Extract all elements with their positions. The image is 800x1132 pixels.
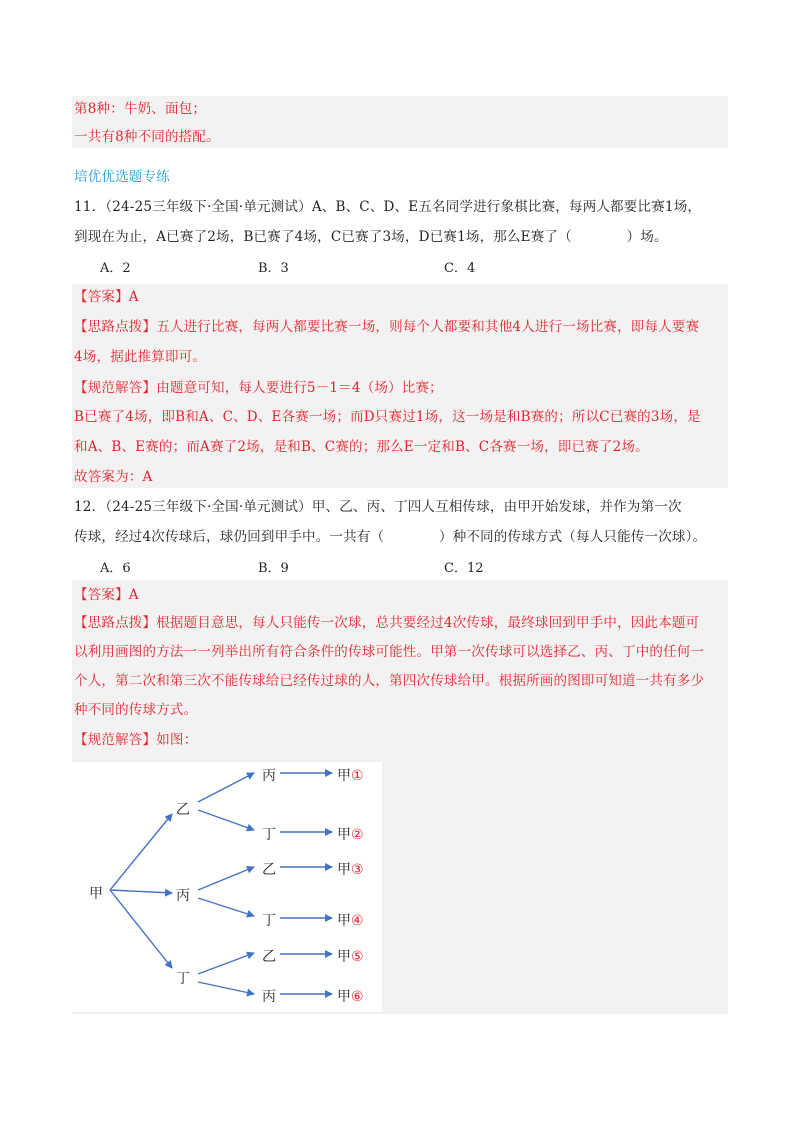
tree-level1-node: 丙: [176, 888, 190, 904]
tree-leaf-label: 甲: [337, 827, 351, 843]
hint-line: 以利用画图的方法一一列举出所有符合条件的传球可能性。甲第一次传球可以选择乙、丙、丁中的任何一: [74, 644, 705, 660]
option-b: B．9: [258, 561, 289, 576]
tree-level2-node: 丁: [262, 913, 276, 929]
tree-leaf: [337, 986, 364, 1006]
tree-arrow: [198, 773, 254, 802]
tree-leaf-number: ②: [351, 827, 364, 843]
option-a: A．2: [100, 261, 131, 276]
tree-leaf-label: 甲: [337, 862, 351, 878]
tree-level2-node: 乙: [262, 949, 276, 965]
tree-leaf: [337, 824, 364, 844]
tree-leaf-number: ④: [351, 913, 364, 929]
tree-root: 甲: [89, 886, 103, 902]
option-c: C．12: [444, 561, 484, 576]
hint-label: 【思路点拨】: [74, 319, 157, 335]
hint-text: 五人进行比赛，每两人都要比赛一场，则每个人都要和其他4人进行一场比赛，即每人要赛: [156, 319, 700, 335]
final-answer: 故答案为：A: [74, 469, 153, 485]
section-title: 培优优选题专练: [74, 169, 170, 185]
tree-level2-node: 丙: [262, 989, 276, 1005]
hint-line: 种不同的传球方式。: [74, 702, 198, 718]
option-a: A．6: [100, 561, 131, 576]
tree-leaf-label: 甲: [337, 949, 351, 965]
question-12-stem: 传球，经过4次传球后，球仍回到甲手中。一共有（ ）种不同的传球方式（每人只能传一次球）。: [74, 529, 707, 545]
solution-line: B已赛了4场，即B和A、C、D、E各赛一场；而D只赛过1场，这一场是和B赛的；所以C已赛的3场，是: [74, 409, 701, 425]
question-11-stem: 到现在为止，A已赛了2场，B已赛了4场，C已赛了3场，D已赛1场，那么E赛了（ ）场。: [74, 229, 668, 245]
tree-leaf: [337, 946, 364, 966]
option-c: C．4: [444, 261, 476, 276]
hint-line: 4场，据此推算即可。: [74, 349, 207, 365]
tree-arrow: [198, 898, 254, 916]
tree-level2-node: 丙: [262, 768, 276, 784]
tree-leaf: [337, 910, 364, 930]
hint-line: 个人，第二次和第三次不能传球给已经传过球的人，第四次传球给甲。根据所画的图即可知道一共有多少: [74, 673, 705, 689]
tree-arrow: [198, 982, 254, 994]
answer-line: 一共有8种不同的搭配。: [74, 129, 220, 145]
answer-line: 第8种：牛奶、面包；: [74, 101, 207, 117]
tree-arrow: [110, 890, 172, 893]
solution-label: 【规范解答】: [74, 732, 157, 748]
question-11-stem: 11．（24-25三年级下·全国·单元测试）A、B、C、D、E五名同学进行象棋比赛，每两人都要比赛1场，: [74, 199, 702, 215]
tree-arrows: [72, 762, 382, 1012]
solution-line: 和A、B、E赛的；而A赛了2场，是和B、C赛的；那么E一定和B、C各赛一场，即已赛了2场。: [74, 439, 649, 455]
tree-leaf-number: ①: [351, 768, 364, 784]
hint-label: 【思路点拨】: [74, 615, 157, 631]
question-12-stem: 12．（24-25三年级下·全国·单元测试）甲、乙、丙、丁四人互相传球，由甲开始发球，并作为第一次: [74, 499, 682, 515]
tree-leaf: [337, 859, 364, 879]
tree-arrow: [110, 890, 172, 968]
tree-leaf-number: ⑥: [351, 989, 364, 1005]
tree-diagram: [72, 762, 382, 1012]
option-b: B．3: [258, 261, 289, 276]
solution-line: [74, 730, 197, 750]
tree-leaf-label: 甲: [337, 768, 351, 784]
tree-arrow: [110, 814, 172, 890]
tree-level1-node: 乙: [176, 802, 190, 818]
tree-leaf-label: 甲: [337, 989, 351, 1005]
tree-level1-node: 丁: [176, 971, 190, 987]
answer-label: 【答案】A: [74, 289, 139, 305]
hint-text: 根据题目意思，每人只能传一次球，总共要经过4次传球，最终球回到甲手中，因此本题可: [156, 615, 700, 631]
tree-arrow: [198, 867, 254, 890]
tree-level2-node: 丁: [262, 827, 276, 843]
answer-label: 【答案】A: [74, 587, 139, 603]
tree-leaf: [337, 765, 364, 785]
tree-leaf-label: 甲: [337, 913, 351, 929]
solution-text: 如图：: [156, 732, 198, 748]
solution-label: 【规范解答】: [74, 380, 157, 396]
tree-arrow: [198, 953, 254, 974]
tree-leaf-number: ③: [351, 862, 364, 878]
tree-level2-node: 乙: [262, 862, 276, 878]
tree-leaf-number: ⑤: [351, 949, 364, 965]
hint-line: [74, 613, 699, 633]
solution-line: [74, 378, 443, 398]
hint-line: [74, 317, 699, 337]
solution-text: 由题意可知，每人要进行5－1＝4（场）比赛；: [156, 380, 443, 396]
tree-arrow: [198, 810, 254, 830]
